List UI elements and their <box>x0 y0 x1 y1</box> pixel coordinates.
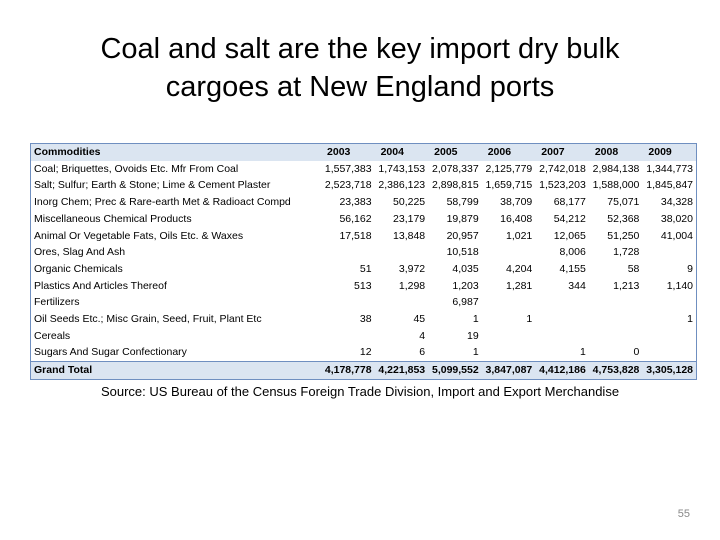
table-cell: 2,078,337 <box>431 162 479 175</box>
table-cell: 1,203 <box>452 279 479 292</box>
table-cell <box>642 294 696 311</box>
table-cell: 13,848 <box>393 229 426 242</box>
table-cell: 8,006 <box>559 246 586 259</box>
table-cell: 0 <box>633 346 640 359</box>
table-cell: 10,518 <box>446 246 479 259</box>
table-cell: 58 <box>627 262 640 275</box>
table-cell: 1,213 <box>613 279 640 292</box>
commodity-name: Miscellaneous Chemical Products <box>34 212 192 225</box>
table-cell <box>535 328 589 345</box>
commodity-name: Cereals <box>34 329 71 342</box>
table-cell <box>375 294 429 311</box>
commodity-name: Animal Or Vegetable Fats, Oils Etc. & Waxes <box>34 229 244 242</box>
commodity-name: Organic Chemicals <box>34 262 123 275</box>
table-cell <box>642 244 696 261</box>
table-row <box>31 344 696 361</box>
grand-total-2008: 4,753,828 <box>589 362 643 379</box>
table-cell: 75,071 <box>607 196 640 209</box>
table-cell: 19,879 <box>446 212 479 225</box>
table-cell: 1,659,715 <box>485 179 533 192</box>
table-cell: 1 <box>526 313 533 326</box>
table-cell: 1,281 <box>505 279 533 292</box>
title-line-1: Coal and salt are the key import dry bulk <box>100 33 620 65</box>
table-cell <box>375 244 429 261</box>
header-commodities: Commodities <box>34 146 101 158</box>
table-cell: 51 <box>359 262 372 275</box>
table-cell: 1,344,773 <box>646 162 693 175</box>
header-2004: 2004 <box>380 146 404 158</box>
header-2008: 2008 <box>594 146 619 158</box>
table-row <box>31 177 696 194</box>
table-cell: 54,212 <box>553 212 586 225</box>
grand-total-2005: 5,099,552 <box>428 362 482 379</box>
table-cell: 1 <box>472 313 479 326</box>
table-cell: 2,742,018 <box>539 162 586 175</box>
table-cell: 6 <box>419 346 426 359</box>
title-line-2: cargoes at New England ports <box>165 71 555 103</box>
table-cell <box>589 311 643 328</box>
table-cell: 9 <box>687 262 693 275</box>
commodity-name: Inorg Chem; Prec & Rare-earth Met & Radioact Compd <box>34 196 291 209</box>
table-cell: 38,020 <box>660 212 693 225</box>
table-cell: 2,898,815 <box>431 179 479 192</box>
table-cell <box>321 328 375 345</box>
commodity-name: Fertilizers <box>34 296 80 309</box>
table-cell: 1 <box>687 313 693 326</box>
grand-total-label: Grand Total <box>31 362 321 379</box>
table-cell: 513 <box>354 279 372 292</box>
table-cell <box>482 344 536 361</box>
table-row <box>31 228 696 245</box>
header-2003: 2003 <box>327 146 351 158</box>
table-cell: 16,408 <box>500 212 533 225</box>
source-note: Source: US Bureau of the Census Foreign Trade Division, Import and Export Merchandise <box>100 384 620 399</box>
grand-total-2006: 3,847,087 <box>482 362 536 379</box>
table-cell: 1 <box>579 346 586 359</box>
table-row <box>31 161 696 178</box>
table-cell <box>321 244 375 261</box>
table-cell: 1,743,153 <box>378 162 426 175</box>
table-cell: 51,250 <box>607 229 640 242</box>
table-cell <box>642 328 696 345</box>
table-row <box>31 211 696 228</box>
table-cell: 23,179 <box>393 212 426 225</box>
table-cell: 52,368 <box>607 212 640 225</box>
grand-total-2003: 4,178,778 <box>321 362 375 379</box>
header-2006: 2006 <box>487 146 512 158</box>
table-cell: 1,523,203 <box>539 179 586 192</box>
table-cell <box>482 244 536 261</box>
table-cell: 2,523,718 <box>324 179 372 192</box>
table-cell: 19 <box>467 329 479 342</box>
table-row <box>31 328 696 345</box>
table-cell: 38 <box>359 313 372 326</box>
commodity-name: Oil Seeds Etc.; Misc Grain, Seed, Fruit, Plant Etc <box>34 313 262 326</box>
commodity-name: Plastics And Articles Thereof <box>34 279 167 292</box>
table-cell: 45 <box>413 313 426 326</box>
table-cell: 3,972 <box>398 262 426 275</box>
commodity-name: Salt; Sulfur; Earth & Stone; Lime & Cement Plaster <box>34 179 271 192</box>
page-number: 55 <box>677 508 690 520</box>
table-cell: 38,709 <box>500 196 533 209</box>
header-2005: 2005 <box>434 146 458 158</box>
table-cell: 4 <box>419 329 426 342</box>
table-cell <box>589 294 643 311</box>
grand-total-2007: 4,412,186 <box>535 362 589 379</box>
table-cell <box>535 311 589 328</box>
table-cell <box>321 294 375 311</box>
commodity-name: Ores, Slag And Ash <box>34 246 126 259</box>
table-cell: 2,386,123 <box>378 179 426 192</box>
table-cell: 17,518 <box>339 229 372 242</box>
table-cell: 23,383 <box>339 196 372 209</box>
grand-total-2004: 4,221,853 <box>375 362 429 379</box>
table-row <box>31 244 696 261</box>
table-row <box>31 261 696 278</box>
table-cell: 12 <box>359 346 372 359</box>
table-cell: 68,177 <box>553 196 586 209</box>
header-2007: 2007 <box>541 146 565 158</box>
table-cell <box>589 328 643 345</box>
table-cell <box>642 344 696 361</box>
table-cell <box>482 294 536 311</box>
table-cell: 6,987 <box>452 296 479 309</box>
commodity-name: Sugars And Sugar Confectionary <box>34 346 187 359</box>
commodities-table <box>31 144 696 379</box>
table-cell: 1,845,847 <box>646 179 693 192</box>
grand-total-2009: 3,305,128 <box>642 362 696 379</box>
slide-title <box>40 30 680 106</box>
table-row <box>31 278 696 295</box>
table-cell: 20,957 <box>446 229 479 242</box>
table-cell: 50,225 <box>393 196 426 209</box>
table-cell: 12,065 <box>553 229 586 242</box>
table-body <box>31 161 696 362</box>
table-cell: 1,588,000 <box>592 179 640 192</box>
table-cell: 1,298 <box>398 279 426 292</box>
table-cell: 1,728 <box>613 246 640 259</box>
table-cell: 41,004 <box>660 229 693 242</box>
table-header-row <box>31 144 696 161</box>
table-row <box>31 194 696 211</box>
table-cell: 344 <box>568 279 586 292</box>
table-cell: 1 <box>472 346 479 359</box>
table-cell: 34,328 <box>660 196 693 209</box>
table-row <box>31 311 696 328</box>
table-row <box>31 294 696 311</box>
grand-total-row <box>31 362 696 379</box>
table-cell: 56,162 <box>339 212 372 225</box>
table-cell: 58,799 <box>446 196 479 209</box>
table-cell <box>482 328 536 345</box>
table-cell: 1,557,383 <box>324 162 372 175</box>
header-2009: 2009 <box>648 146 672 158</box>
commodity-name: Coal; Briquettes, Ovoids Etc. Mfr From Coal <box>34 162 239 175</box>
table-cell: 2,125,779 <box>485 162 533 175</box>
table-cell: 1,140 <box>666 279 693 292</box>
table-cell: 2,984,138 <box>592 162 640 175</box>
table-cell: 4,035 <box>452 262 479 275</box>
commodities-table-container <box>30 143 697 380</box>
table-cell <box>535 294 589 311</box>
table-cell: 4,155 <box>559 262 586 275</box>
table-cell: 1,021 <box>505 229 533 242</box>
table-cell: 4,204 <box>505 262 533 275</box>
